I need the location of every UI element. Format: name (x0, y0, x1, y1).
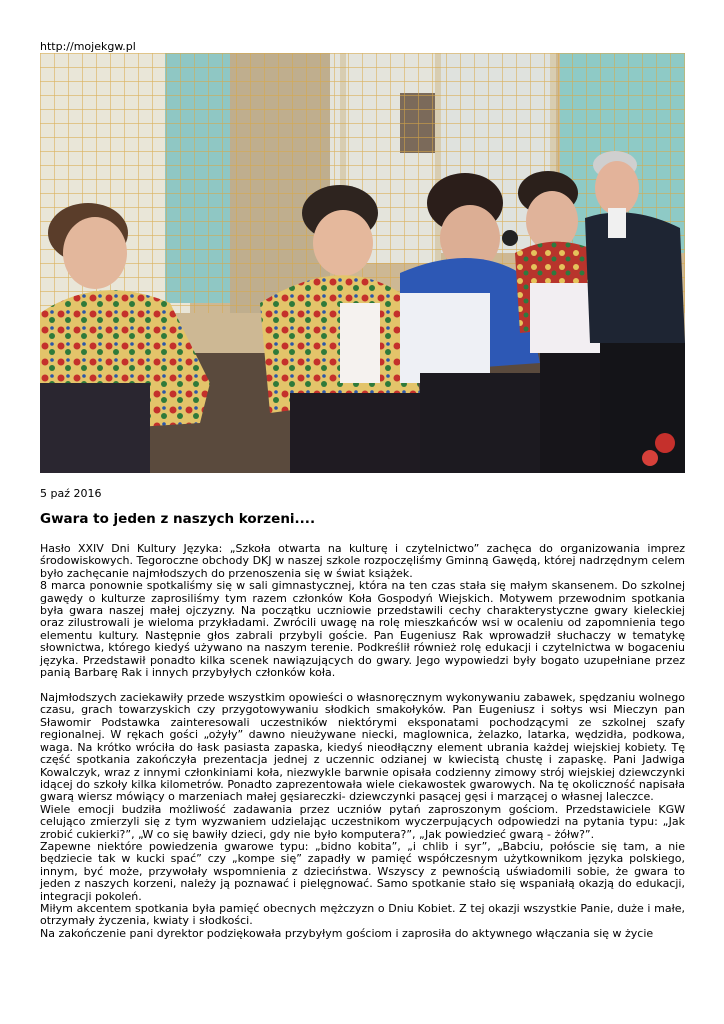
article-paragraph: Zapewne niektóre powiedzenia gwarowe typu: „bidno kobita”, „i chlib i syr”, „Babciu, połóscie się tam, a nie będziecie tak w kucki spać” czy „kompe się” zapadły w pamięć współczesnym użytkownikom języka polskiego, innym, być może, przywołały wspomnienia z dzieciństwa. Wszyscy z pewnością uświadomili sobie, że gwara to jeden z naszych korzeni, należy ją poznawać i pielęgnować. Samo spotkanie stało się wspaniałą okazją do edukacji, integracji pokoleń. (40, 839, 685, 903)
article-paragraph: Hasło XXIV Dni Kultury Języka: „Szkoła otwarta na kulturę i czytelnictwo” zachęca do organizowania imprez środowiskowych. Tegoroczne obchody DKJ w naszej szkole rozpoczęliśmy Gminną Gawędą, której nadrzędnym celem było zachęcanie najmłodszych do przenoszenia się w świat książek. (40, 542, 685, 580)
photo-image (40, 53, 685, 473)
article-title: Gwara to jeden z naszych korzeni.... (40, 511, 316, 527)
page-url: http://mojekgw.pl (40, 40, 136, 53)
article-date: 5 paź 2016 (40, 487, 102, 500)
article-paragraph: 8 marca ponownie spotkaliśmy się w sali gimnastycznej, która na ten czas stała się małym skansenem. Do szkolnej gawędy o kulturze zaprosiliśmy tym razem członków Koła Gospodyń Wiejskich. Motywem przewodnim spotkania była gwara naszej małej ojczyzny. Na początku uczniowie przedstawili cechy charakterystyczne gwary kieleckiej oraz zilustrowali je wieloma przykładami. Zwrócili uwagę na rolę mieszkańców wsi w ocaleniu od zapomnienia tego elementu kultury. Następnie głos zabrali przybyli goście. Pan Eugeniusz Rak wprowadził słuchaczy w tematykę słownictwa, którego kiedyś używano na naszym terenie. Podkreślił również rolę edukacji i czytelnictwa w bogaceniu języka. Przedstawił ponadto kilka scenek nawiązujących do gwary. Jego wypowiedzi były bogato uzupełniane przez panią Barbarę Rak i innych przybyłych członków koła. (40, 579, 685, 680)
article-paragraph: Najmłodszych zaciekawiły przede wszystkim opowieści o własnoręcznym wykonywaniu zabawek, spędzaniu wolnego czasu, grach towarzyskich czy przygotowywaniu słodkich smakołyków. Pan Eugeniusz i sołtys wsi Mieczyn pan Sławomir Podstawka zainteresowali uczestników niektórymi eksponatami pochodzącymi ze szkolnej szafy regionalnej. W rękach gości „ożyły” dawno nieużywane niecki, maglownica, żelazko, latarka, wędzidła, podkowa, waga. Na krótko wróciła do łask pasiasta zapaska, kiedyś nieodłączny element ubrania każdej wiejskiej kobiety. Tę część spotkania zakończyła prezentacja jednej z uczennic odzianej w kwiecistą chustę i zapaskę. Pani Jadwiga Kowalczyk, wraz z innymi członkiniami koła, niezwykle barwnie opisała codzienny zimowy strój wiejskiej dziewczynki idącej do szkoły kilka kilometrów. Ponadto zaprezentowała wiele ciekawostek gwarowych. Na tę okoliczność napisała gwarą wiersz mówiący o marzeniach małej gęsiareczki- dziewczynki pasącej gęsi i marzącej o własnej laleczce. (40, 691, 685, 804)
article-paragraph: Wiele emocji budziła możliwość zadawania przez uczniów pytań zaproszonym gościom. Przedstawiciele KGW celująco zmierzyli się z tym wyzwaniem udzielając uczestnikom wyczerpujących odpowiedzi na pytania typu: „Jak zrobić cukierki?”, „W co się bawiły dzieci, gdy nie było komputera?”, „Jak powiedzieć gwarą - żółw?”. (40, 802, 685, 841)
article-photo (40, 53, 685, 473)
article-body (40, 543, 685, 940)
article-paragraph: Na zakończenie pani dyrektor podziękowała przybyłym gościom i zaprosiła do aktywnego włączania się w życie (40, 926, 654, 940)
article-paragraph: Miłym akcentem spotkania była pamięć obecnych mężczyzn o Dniu Kobiet. Z tej okazji wszystkie Panie, duże i małe, otrzymały życzenia, kwiaty i słodkości. (40, 901, 685, 928)
